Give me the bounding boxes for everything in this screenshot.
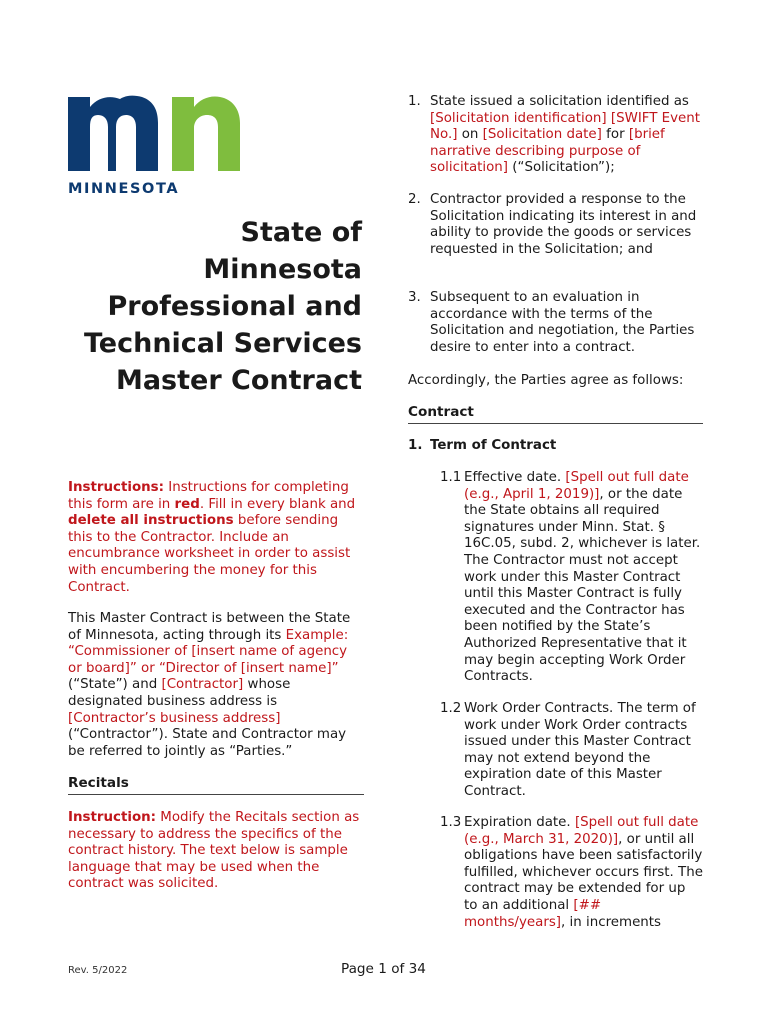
contract-heading: Contract [408, 404, 703, 424]
document-title [40, 214, 362, 399]
clause-text-part: , or until all obligations have been satisfactorily fulfilled, whichever occurs first. The contract may be extended for up to an additional [464, 831, 703, 913]
instructions-label: Instructions: [68, 480, 165, 495]
section-title: Term of Contract [430, 438, 557, 453]
recital-number: 1. [408, 94, 421, 109]
recitals-instruction [68, 810, 364, 893]
recital-number: 2. [408, 192, 421, 207]
title-line: State of [240, 217, 362, 248]
clause-text [464, 470, 703, 686]
recital-number: 3. [408, 290, 421, 305]
extension-period-placeholder: [## months/years] [464, 897, 602, 930]
recital-text-part: on [457, 127, 483, 143]
clause-expiration-date [440, 815, 703, 931]
recital-text-part: for [601, 127, 629, 143]
term-of-contract-heading [408, 438, 703, 455]
clause-text [464, 815, 703, 931]
recital-text-part: State issued a solicitation identified as [430, 94, 689, 109]
recital-item [408, 94, 703, 177]
address-placeholder: [Contractor’s business address] [68, 710, 281, 726]
recital-text: Subsequent to an evaluation in accordance with the terms of the Solicitation and negotiation, the Parties desire to enter into a contract. [430, 290, 695, 355]
instructions-text: Instructions for completing this form are in [68, 480, 349, 512]
clause-work-order-contracts [440, 701, 703, 801]
recitals-section [68, 775, 364, 795]
clause-text-part: , in increments [561, 914, 662, 930]
solicitation-id-placeholder: [Solicitation identification] [SWIFT Event No.] [430, 110, 701, 143]
revision-date: Rev. 5/2022 [68, 965, 128, 976]
intro-text: This Master Contract is between the State of Minnesota, acting through its [68, 611, 351, 643]
title-line: Technical Services [83, 328, 362, 359]
intro-example-placeholder: Example: “Commissioner of [insert name of agency or board]” or “Director of [insert name]” [68, 627, 349, 676]
contract-section [408, 404, 703, 424]
recital-text [430, 94, 703, 177]
clause-effective-date [440, 470, 703, 686]
agreement-statement: Accordingly, the Parties agree as follows: [408, 373, 684, 388]
solicitation-date-placeholder: [Solicitation date] [482, 127, 602, 143]
recital-text-part: (“Solicitation”); [508, 160, 615, 176]
clause-text-part: Effective date. [464, 470, 566, 485]
title-line: Professional and [107, 291, 362, 322]
contractor-placeholder: [Contractor] [161, 677, 244, 693]
instructions-red-word: red [174, 496, 200, 512]
clause-number: 1.3 [440, 815, 462, 830]
recitals-instruction-label: Instruction: [68, 810, 157, 825]
recital-text: Contractor provided a response to the Solicitation indicating its interest in and ability to provide the goods or services requested in the Solicitation; and [430, 192, 697, 257]
title-line: Minnesota [203, 254, 362, 285]
expiration-date-placeholder: [Spell out full date (e.g., March 31, 2020)] [464, 815, 699, 847]
recitals-instruction-block [68, 810, 364, 893]
page-number: Page 1 of 34 [341, 961, 426, 977]
recitals-heading: Recitals [68, 775, 364, 795]
section-number: 1. [408, 438, 423, 453]
clause-text-part: Expiration date. [464, 815, 575, 830]
instructions-paragraph [68, 480, 364, 596]
intro-text: (“Contractor”). State and Contractor may be referred to jointly as “Parties.” [68, 727, 347, 759]
clause-text-part: , or the date the State obtains all required signatures under Minn. Stat. § 16C.05, subd. 2, whichever is later. The Contractor must not accept work under this Master Contract until this Master Contract is fully executed and the Contractor has been notified by the State’s Authorized Representative that it may begin accepting Work Order Contracts. [464, 486, 701, 685]
instructions-text: . Fill in every blank and [199, 496, 356, 512]
recital-item [408, 192, 703, 258]
intro-text: (“State”) and [68, 677, 162, 693]
instructions-block [68, 480, 364, 596]
title-line: Master Contract [115, 365, 362, 396]
instructions-text: before sending this to the Contractor. Include an encumbrance worksheet in order to assist with encumbering the money for this Contract. [68, 513, 351, 595]
mn-logo-mark-icon [68, 93, 243, 183]
clause-number: 1.2 [440, 701, 462, 716]
intro-block [68, 611, 364, 760]
clause-number: 1.1 [440, 470, 462, 485]
recitals-instruction-text: Modify the Recitals section as necessary to address the specifics of the contract history. The text below is sample language that may be used when the contract was solicited. [68, 810, 360, 892]
instructions-delete-bold: delete all instructions [68, 513, 234, 529]
intro-text: whose designated business address is [68, 677, 291, 709]
recital-item [408, 290, 703, 356]
logo-wordmark: MINNESOTA [68, 181, 180, 197]
clause-text: Work Order Contracts. The term of work under Work Order contracts issued under this Master Contract may not extend beyond the expiration date of this Master Contract. [464, 701, 696, 799]
effective-date-placeholder: [Spell out full date (e.g., April 1, 2019)] [464, 470, 689, 502]
intro-paragraph [68, 611, 364, 760]
solicitation-purpose-placeholder: [brief narrative describing purpose of solicitation] [430, 127, 665, 176]
